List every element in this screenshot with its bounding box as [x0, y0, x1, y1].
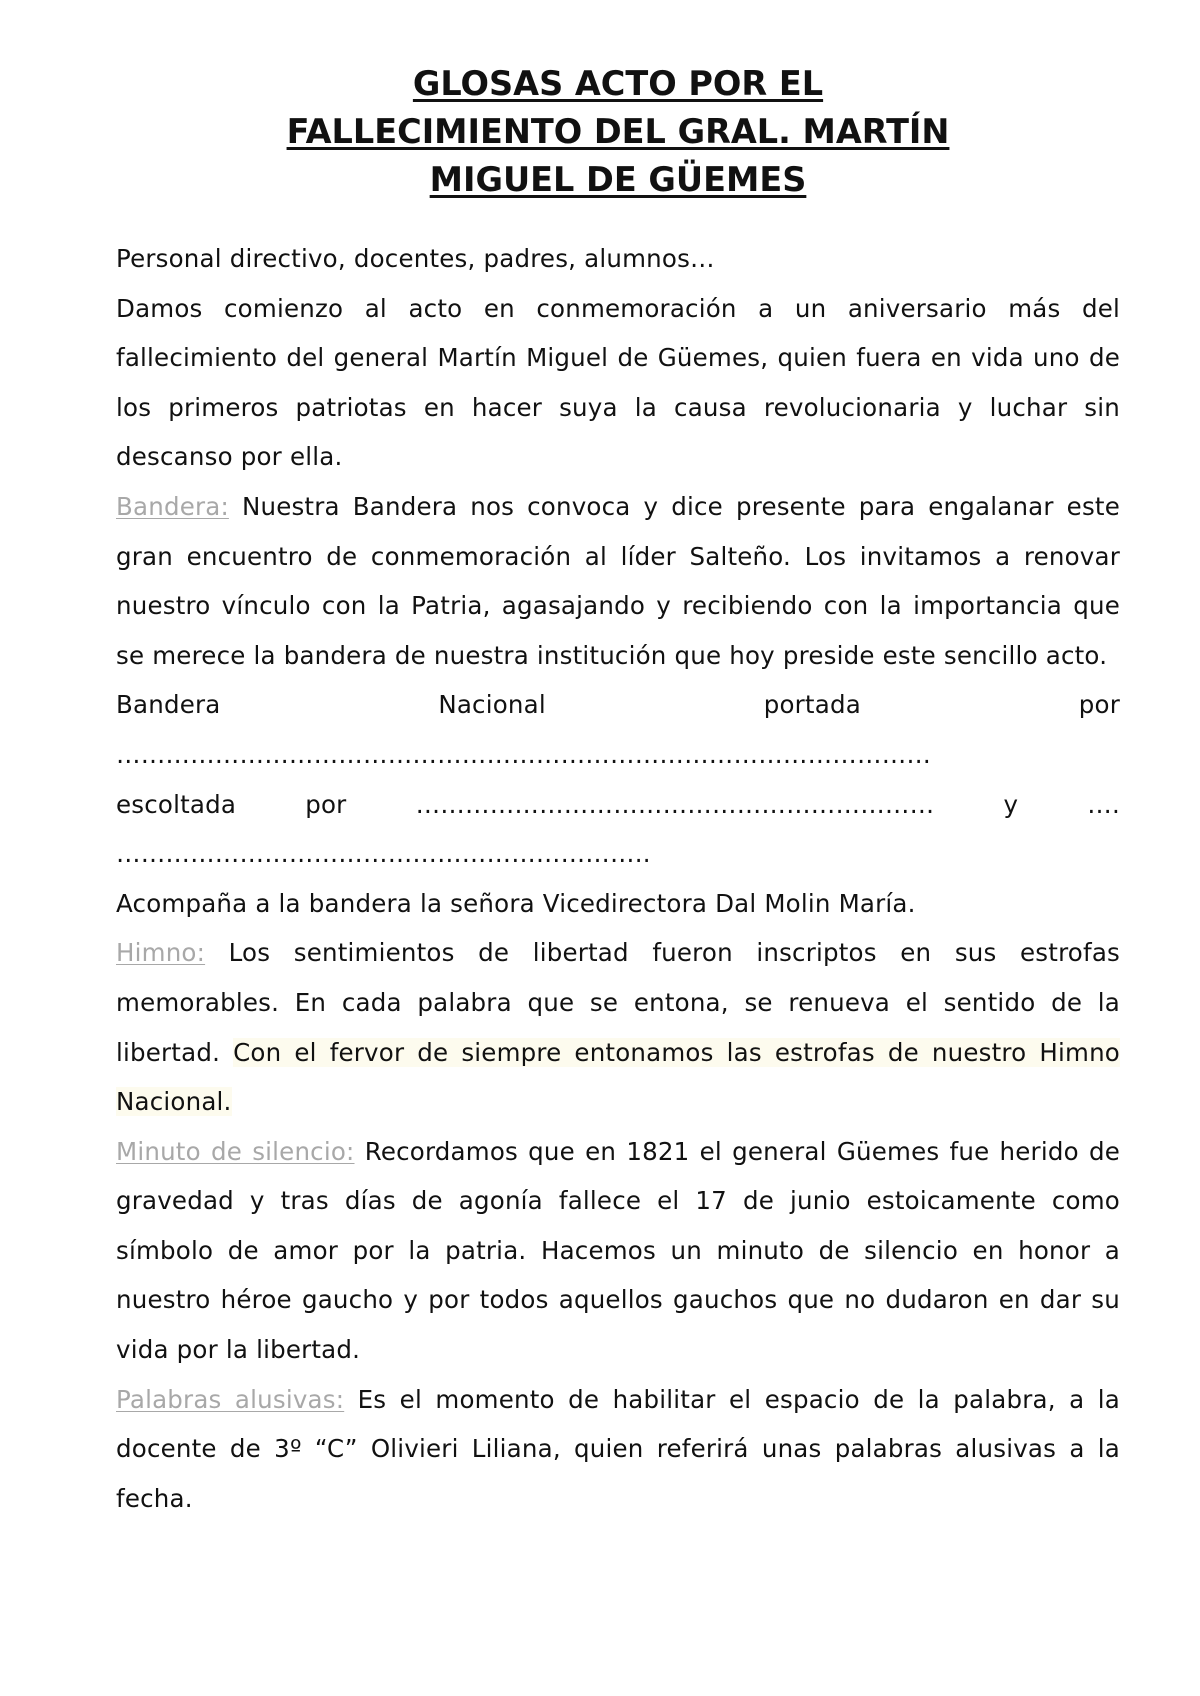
escoltada-word: escoltada	[116, 789, 237, 819]
title-line-2: FALLECIMIENTO DEL GRAL. MARTÍN	[286, 112, 950, 151]
palabras-label: Palabras alusivas:	[116, 1384, 345, 1414]
minuto-label: Minuto de silencio:	[116, 1136, 355, 1166]
minuto-paragraph	[116, 1127, 1120, 1375]
title-line-1: GLOSAS ACTO POR EL	[412, 64, 824, 103]
himno-highlighted-text: Con el fervor de siempre entonamos las estrofas de nuestro Himno Nacional.	[116, 1037, 1120, 1117]
escoltada-por-word: por	[305, 789, 347, 819]
bandera-paragraph	[116, 482, 1120, 680]
bandera-portada-word-4: por	[1078, 690, 1120, 720]
bandera-text: Nuestra Bandera nos convoca y dice presente para engalanar este gran encuentro de conmemoración al líder Salteño. Los invitamos a renovar nuestro vínculo con la Patria, agasajando y recibiendo con la importancia que se merece la bandera de nuestra institución que hoy preside este sencillo acto.	[116, 491, 1120, 670]
bandera-portada-word-3: portada	[763, 690, 861, 720]
intro-paragraph: Damos comienzo al acto en conmemoración a un aniversario más del fallecimiento del general Martín Miguel de Güemes, quien fuera en vida uno de los primeros patriotas en hacer suya la causa revolucionaria y luchar sin descanso por ella.	[116, 293, 1120, 472]
bandera-portada-word-2: Nacional	[438, 690, 546, 720]
palabras-text: Es el momento de habilitar el espacio de la palabra, a la docente de 3º “C” Olivieri Liliana, quien referirá unas palabras alusivas a la fecha.	[116, 1384, 1120, 1513]
acompana-paragraph: Acompaña a la bandera la señora Vicedirectora Dal Molin María.	[116, 888, 916, 918]
document-page	[116, 60, 1120, 1523]
himno-paragraph	[116, 928, 1120, 1126]
title-line-3: MIGUEL DE GÜEMES	[429, 160, 807, 199]
escolta-2-blank-start: ….	[1087, 789, 1120, 819]
bandera-label: Bandera:	[116, 491, 229, 521]
escoltada-line	[116, 780, 1120, 830]
escoltada-y-word: y	[1003, 789, 1019, 819]
bandera-portada-word-1: Bandera	[116, 690, 221, 720]
minuto-text: Recordamos que en 1821 el general Güemes fue herido de gravedad y tras días de agonía fallece el 17 de junio estoicamente como símbolo de amor por la patria. Hacemos un minuto de silencio en honor a nuestro héroe gaucho y por todos aquellos gauchos que no dudaron en dar su vida por la libertad.	[116, 1136, 1120, 1365]
bandera-portada-line	[116, 680, 1120, 730]
portador-blank-line: ………………………………………………………………………………………	[116, 739, 932, 769]
palabras-paragraph	[116, 1375, 1120, 1524]
document-title	[116, 60, 1120, 204]
document-body	[116, 234, 1120, 1523]
himno-label: Himno:	[116, 938, 206, 968]
himno-text: Los sentimientos de libertad fueron inscriptos en sus estrofas memorables. En cada palabra que se entona, se renueva el sentido de la libertad.	[116, 938, 1120, 1067]
greeting-paragraph: Personal directivo, docentes, padres, alumnos…	[116, 244, 715, 273]
escolta-2-blank-line: ………………………………………………………..	[116, 839, 651, 869]
escolta-1-blank: ………………………………………………………	[415, 789, 935, 819]
